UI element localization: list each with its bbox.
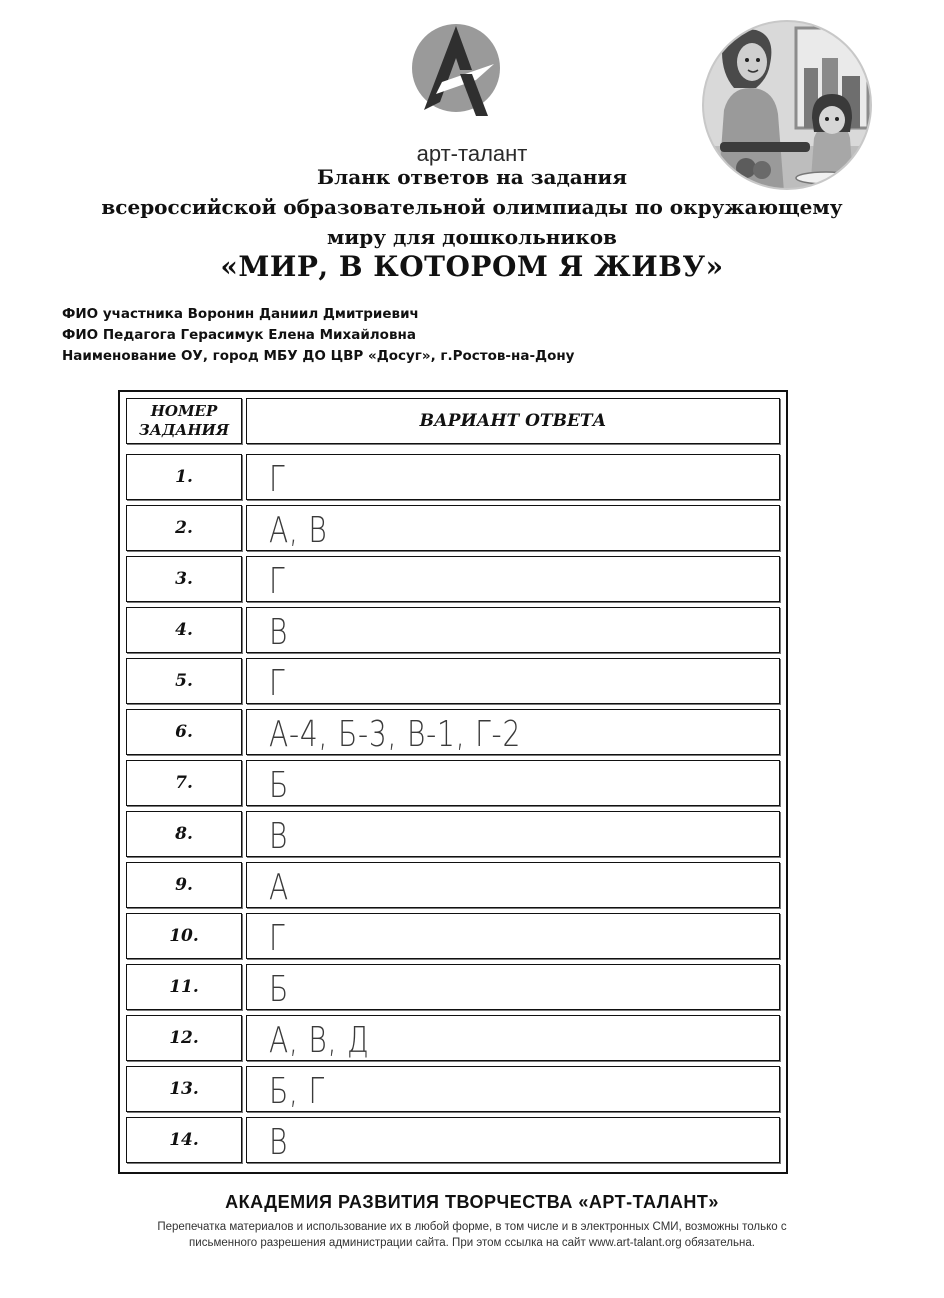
task-number-cell: 9.: [126, 862, 242, 908]
table-row: [126, 811, 780, 857]
handwritten-answer: Г: [269, 561, 286, 602]
column-header-answer: ВАРИАНТ ОТВЕТА: [246, 398, 780, 444]
table-header-row: [126, 398, 780, 444]
table-row: [126, 607, 780, 653]
handwritten-answer: А: [269, 867, 289, 908]
handwritten-answer: А-4, Б-3, В-1, Г-2: [269, 714, 522, 755]
answer-cell: [246, 658, 780, 704]
task-number-cell: 3.: [126, 556, 242, 602]
copyright-notice-line1: Перепечатка материалов и использование их в любой форме, в том числе и в электронных СМИ, возможны только с: [157, 1221, 787, 1233]
table-row: [126, 760, 780, 806]
task-number-cell: 12.: [126, 1015, 242, 1061]
table-row: [126, 505, 780, 551]
column-header-number-line1: НОМЕР: [150, 402, 218, 420]
table-row: [126, 709, 780, 755]
footer-title: АКАДЕМИЯ РАЗВИТИЯ ТВОРЧЕСТВА «АРТ-ТАЛАНТ»: [225, 1192, 719, 1212]
answer-cell: [246, 556, 780, 602]
handwritten-answer: В: [269, 816, 289, 857]
column-header-task-number: [126, 398, 242, 444]
task-number-cell: 10.: [126, 913, 242, 959]
copyright-notice-line2: письменного разрешения администрации сайта. При этом ссылка на сайт www.art-talant.org обязательна.: [189, 1237, 755, 1249]
handwritten-answer: А, В, Д: [269, 1020, 370, 1061]
task-number-cell: 1.: [126, 454, 242, 500]
task-number-cell: 6.: [126, 709, 242, 755]
answer-cell: [246, 1066, 780, 1112]
table-row: [126, 556, 780, 602]
answer-table: [118, 390, 788, 1174]
task-number-cell: 2.: [126, 505, 242, 551]
participant-name: ФИО участника Воронин Даниил Дмитриевич: [62, 306, 419, 322]
handwritten-answer: Б: [269, 969, 290, 1010]
answer-cell: [246, 607, 780, 653]
table-row: [126, 1066, 780, 1112]
school-name: Наименование ОУ, город МБУ ДО ЦВР «Досуг», г.Ростов-на-Дону: [62, 348, 575, 364]
task-number-cell: 13.: [126, 1066, 242, 1112]
handwritten-answer: А, В: [269, 510, 328, 551]
answer-cell: [246, 862, 780, 908]
olympiad-title: «МИР, В КОТОРОМ Я ЖИВУ»: [220, 250, 724, 283]
art-talant-logo: [406, 20, 506, 138]
table-row: [126, 913, 780, 959]
form-subtitle-line1: всероссийской образовательной олимпиады по окружающему: [101, 195, 843, 219]
task-number-cell: 4.: [126, 607, 242, 653]
table-row: [126, 964, 780, 1010]
answer-cell: [246, 1015, 780, 1061]
task-number-cell: 8.: [126, 811, 242, 857]
handwritten-answer: В: [269, 1122, 289, 1163]
handwritten-answer: Г: [269, 459, 286, 500]
handwritten-answer: В: [269, 612, 289, 653]
handwritten-answer: Б: [269, 765, 290, 806]
answer-cell: [246, 709, 780, 755]
task-number-cell: 7.: [126, 760, 242, 806]
form-title: Бланк ответов на задания: [317, 165, 627, 189]
answer-cell: [246, 811, 780, 857]
task-number-cell: 14.: [126, 1117, 242, 1163]
copyright-notice: [60, 1219, 884, 1251]
brand-name: арт-талант: [416, 141, 528, 166]
teacher-name: ФИО Педагога Герасимук Елена Михайловна: [62, 327, 416, 343]
table-row: [126, 658, 780, 704]
handwritten-answer: Б, Г: [269, 1071, 325, 1112]
task-number-cell: 5.: [126, 658, 242, 704]
table-row: [126, 1015, 780, 1061]
answer-cell: [246, 454, 780, 500]
answer-cell: [246, 913, 780, 959]
answer-cell: [246, 1117, 780, 1163]
answer-cell: [246, 964, 780, 1010]
handwritten-answer: Г: [269, 663, 286, 704]
answer-cell: [246, 760, 780, 806]
table-row: [126, 454, 780, 500]
column-header-number-line2: ЗАДАНИЯ: [138, 421, 230, 439]
answer-cell: [246, 505, 780, 551]
task-number-cell: 11.: [126, 964, 242, 1010]
table-row: [126, 1117, 780, 1163]
table-row: [126, 862, 780, 908]
form-subtitle-line2: миру для дошкольников: [327, 225, 617, 249]
handwritten-answer: Г: [269, 918, 286, 959]
participant-info: [62, 304, 574, 367]
